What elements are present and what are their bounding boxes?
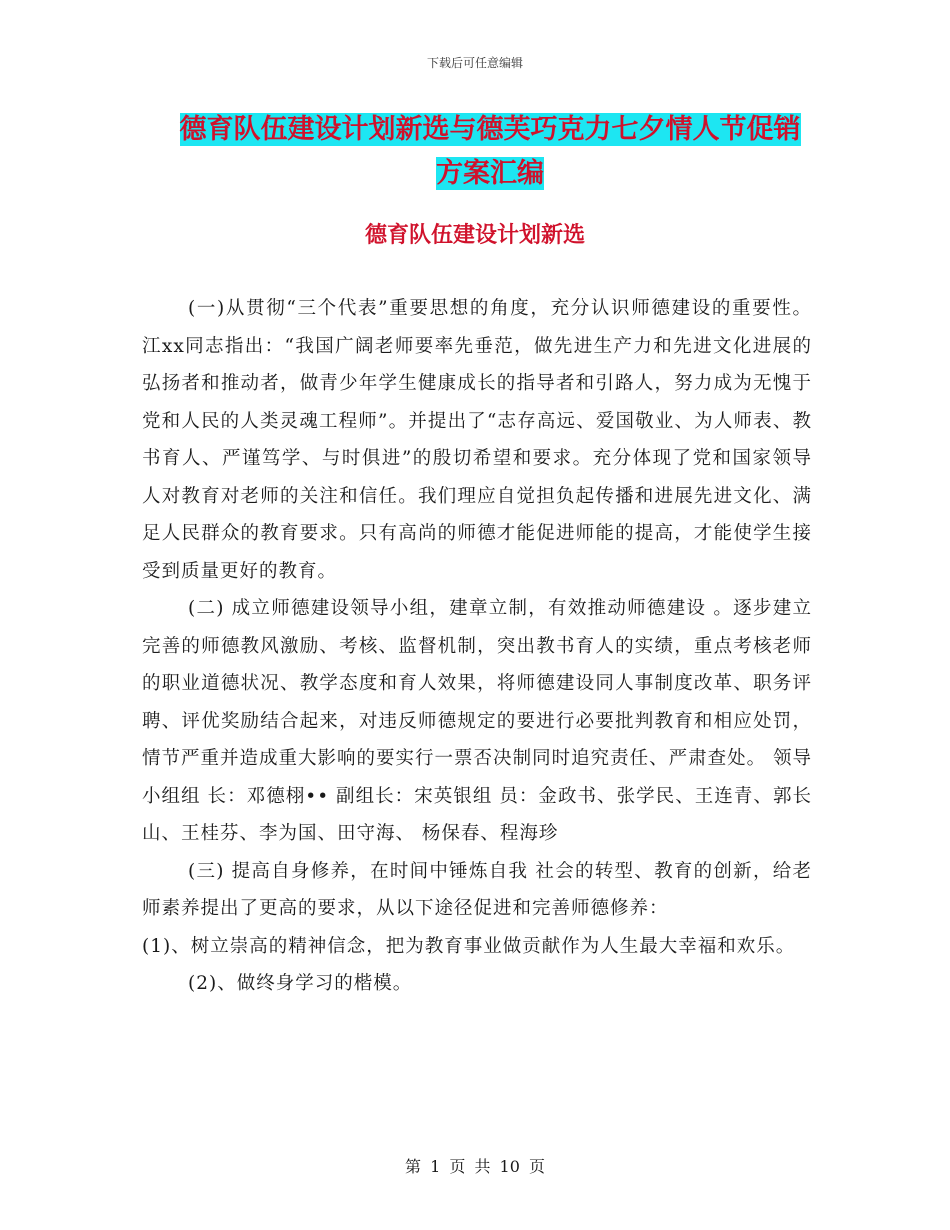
paragraph-5: (2)、做终身学习的楷模。 xyxy=(188,973,413,994)
paragraph-4: (1)、树立崇高的精神信念，把为教育事业做贡献作为人生最大幸福和欢乐。 xyxy=(142,935,796,957)
paragraph-1: (一)从贯彻“三个代表”重要思想的角度，充分认识师德建设的重要性。 江xx同志指出：“我国广阔老师要率先垂范，做先进生产力和先进文化进展的弘扬者和推动者，做青少年学生健康成长的指导者和引路人，努力成为无愧于党和人民的人类灵魂工程师”。并提出了“志存高远、爱国敬业、为人师表、教书育人、严谨笃学、与时俱进”的殷切希望和要求。充分体现了党和国家领导人对教育对老师的关注和信任。我们理应自觉担负起传播和进展先进文化、满足人民群众的教育要求。只有高尚的师德才能促进师能的提高，才能使学生接受到质量更好的教育。 xyxy=(142,298,812,582)
section-title: 德育队伍建设计划新选 xyxy=(364,222,585,248)
title-line-2: 方案汇编 xyxy=(436,158,544,189)
document-body xyxy=(142,290,812,1003)
title-line-1: 德育队伍建设计划新选与德芙巧克力七夕情人节促销 xyxy=(179,114,801,145)
header-note: 下载后可任意编辑 xyxy=(426,56,523,70)
page-footer: 第 1 页 共 10 页 xyxy=(405,1157,545,1176)
document-title xyxy=(140,108,840,196)
paragraph-2: (二) 成立师德建设领导小组，建章立制，有效推动师德建设 。逐步建立完善的师德教风激励、考核、监督机制，突出教书育人的实绩，重点考核老师的职业道德状况、教学态度和育人效果，将师德建设同人事制度改革、职务评聘、评优奖励结合起来，对违反师德规定的要进行必要批判教育和相应处罚，情节严重并造成重大影响的要实行一票否决制同时追究责任、严肃查处。 领导小组组 长：邓德栩•• 副组长：宋英银组 员：金政书、张学民、王连青、郭长山、王桂芬、李为国、田守海、 杨保春、程海珍 xyxy=(142,598,812,844)
paragraph-3: (三) 提高自身修养，在时间中锤炼自我 社会的转型、教育的创新，给老师素养提出了更高的要求，从以下途径促进和完善师德修养： xyxy=(142,860,812,919)
